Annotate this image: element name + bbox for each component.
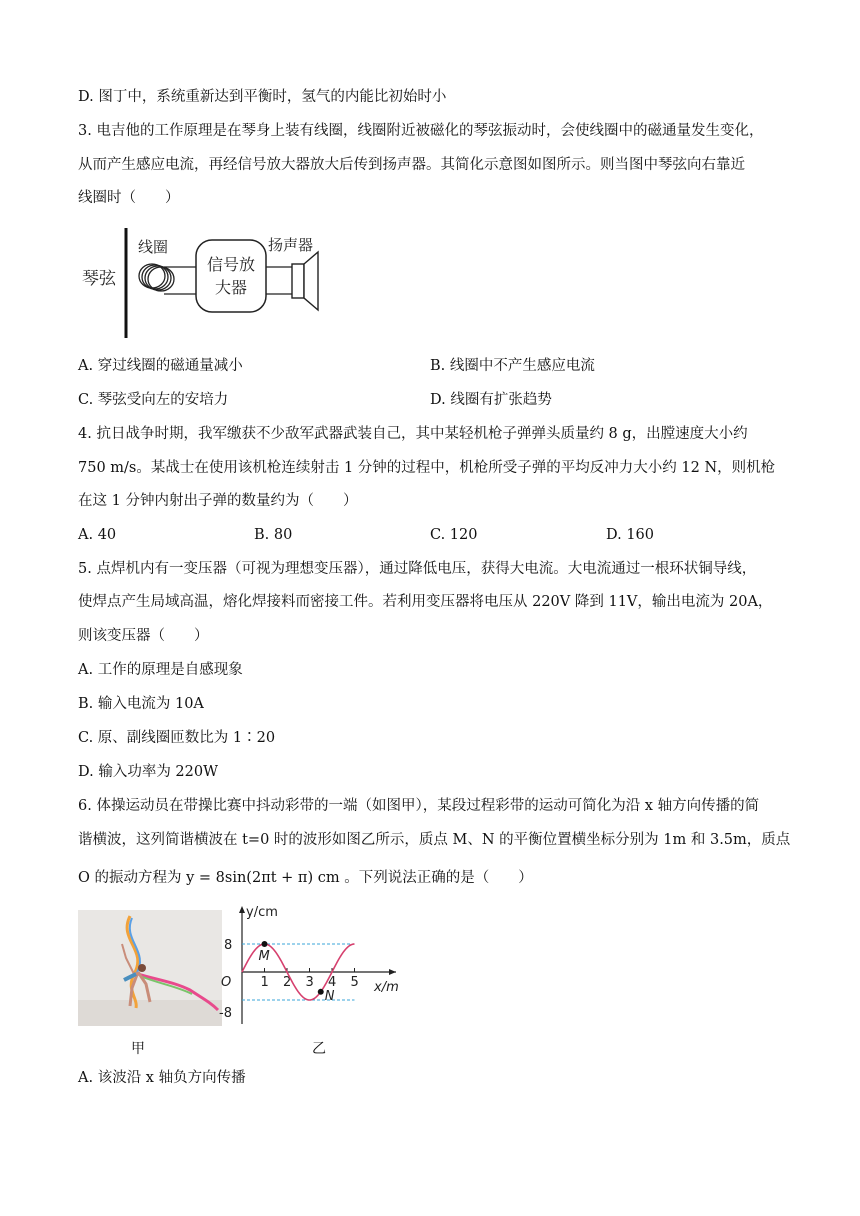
y-tick-8: 8 <box>224 938 233 953</box>
speaker-icon <box>292 252 318 310</box>
figure-a-caption: 甲 <box>131 1041 145 1057</box>
x-axis-arrow-icon <box>389 969 396 975</box>
q4-stem-line-2: 750 m/s。某战士在使用该机枪连续射击 1 分钟的过程中，机枪所受子弹的平均反冲力大小约 12 N，则机枪 <box>78 460 776 476</box>
q4-option-a: A. 40 <box>78 527 117 543</box>
y-axis-arrow-icon <box>239 906 245 913</box>
q5-option-d: D. 输入功率为 220W <box>78 764 219 780</box>
coil-label: 线圈 <box>138 238 169 256</box>
q3-option-a: A. 穿过线圈的磁通量减小 <box>78 358 243 374</box>
q5-option-c: C. 原、副线圈匝数比为 1∶20 <box>78 730 276 746</box>
x-axis-label: x/m <box>374 980 399 995</box>
q3-stem-line-1: 3. 电吉他的工作原理是在琴身上装有线圈，线圈附近被磁化的琴弦振动时，会使线圈中的磁通量发生变化， <box>78 123 764 139</box>
y-axis-label: y/cm <box>246 905 278 920</box>
q3-guitar-figure <box>78 222 338 344</box>
q5-option-b: B. 输入电流为 10A <box>78 696 204 712</box>
string-label: 琴弦 <box>82 269 116 289</box>
q4-option-d: D. 160 <box>606 527 655 543</box>
q3-stem-line-3: 线圈时（ ） <box>78 190 180 206</box>
q2-option-d: D. 图丁中，系统重新达到平衡时，氢气的内能比初始时小 <box>78 89 447 105</box>
x-tick-label: 4 <box>328 975 337 990</box>
q3-option-c: C. 琴弦受向左的安培力 <box>78 392 229 408</box>
x-tick-label: 1 <box>260 975 269 990</box>
x-tick-label: 3 <box>305 975 314 990</box>
amplifier-box <box>196 240 266 312</box>
point-m <box>262 941 268 947</box>
gymnast-photo <box>78 910 222 1026</box>
point-label-m: M <box>258 949 270 964</box>
q4-stem-line-3: 在这 1 分钟内射出子弹的数量约为（ ） <box>78 493 358 509</box>
x-tick-label: 5 <box>350 975 359 990</box>
speaker-label: 扬声器 <box>268 236 314 254</box>
q3-option-d: D. 线圈有扩张趋势 <box>430 392 552 408</box>
q3-stem-line-2: 从而产生感应电流，再经信号放大器放大后传到扬声器。其简化示意图如图所示。则当图中琴弦向右靠近 <box>78 157 745 173</box>
q5-stem-line-2: 使焊点产生局域高温，熔化焊接料而密接工件。若利用变压器将电压从 220V 降到 11V，输出电流为 20A， <box>78 594 773 610</box>
wave-chart <box>218 900 408 1032</box>
wire-amp-speaker <box>266 267 294 294</box>
figure-b-caption: 乙 <box>312 1041 326 1057</box>
q6-option-a: A. 该波沿 x 轴负方向传播 <box>78 1070 246 1086</box>
q6-stem-line-1: 6. 体操运动员在带操比赛中抖动彩带的一端（如图甲），某段过程彩带的运动可简化为沿 x 轴方向传播的简 <box>78 798 760 814</box>
q5-option-a: A. 工作的原理是自感现象 <box>78 662 243 678</box>
amplifier-label-2: 大器 <box>214 278 248 297</box>
q6-stem-line-3: O 的振动方程为 y = 8sin(2πt + π) cm 。下列说法正确的是（ ） <box>78 870 533 886</box>
q4-option-b: B. 80 <box>254 527 293 543</box>
q4-option-c: C. 120 <box>430 527 478 543</box>
point-n <box>318 989 324 995</box>
q6-stem-line-2: 谐横波，这列简谐横波在 t=0 时的波形如图乙所示，质点 M、N 的平衡位置横坐标分别为 1m 和 3.5m，质点 <box>78 832 791 848</box>
point-label-n: N <box>324 988 335 1004</box>
amplifier-label-1: 信号放 <box>206 255 256 274</box>
coil-icon <box>139 264 174 291</box>
origin-label: O <box>221 975 232 990</box>
q5-stem-line-3: 则该变压器（ ） <box>78 628 209 644</box>
q4-stem-line-1: 4. 抗日战争时期，我军缴获不少敌军武器武装自己，其中某轻机枪子弹弹头质量约 8 g，出膛速度大小约 <box>78 426 748 442</box>
y-tick-neg8: -8 <box>219 1006 232 1021</box>
x-tick-label: 2 <box>283 975 292 990</box>
q3-option-b: B. 线圈中不产生感应电流 <box>430 358 595 374</box>
q5-stem-line-1: 5. 点焊机内有一变压器（可视为理想变压器），通过降低电压，获得大电流。大电流通过一根环状铜导线， <box>78 561 757 577</box>
